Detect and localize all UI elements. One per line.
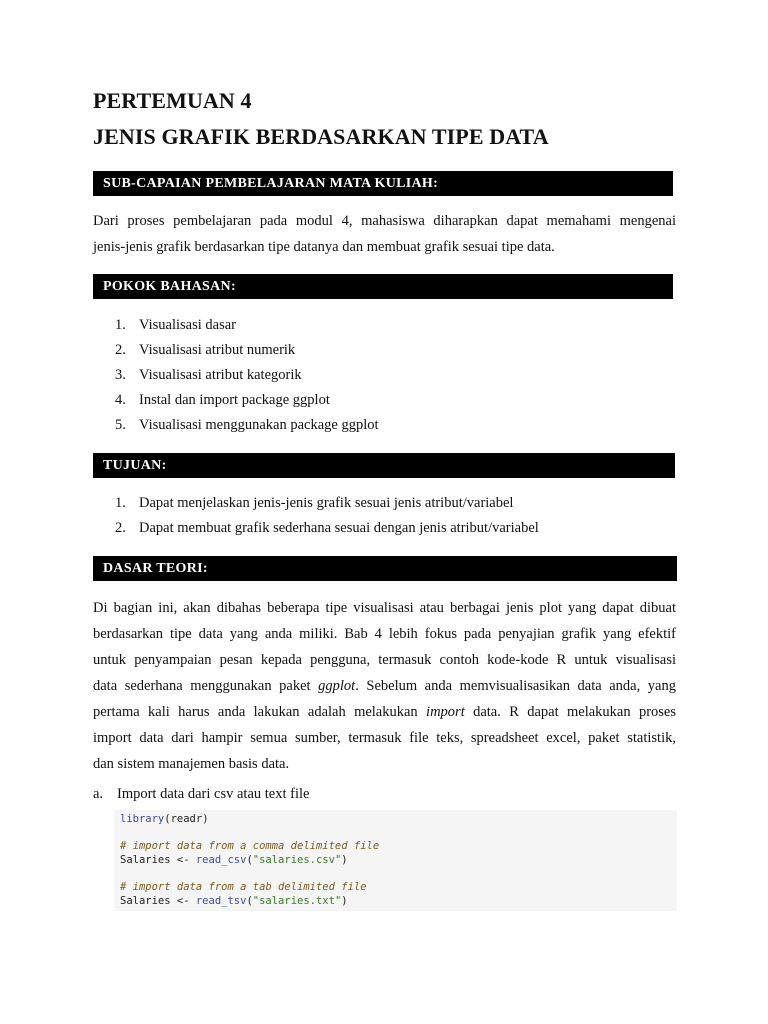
dasar-teori-paragraph — [93, 595, 676, 777]
paragraph-line: jenis-jenis grafik berdasarkan tipe datanya dan membuat grafik sesuai tipe data. — [93, 239, 555, 255]
code-block — [114, 810, 677, 911]
code-line — [120, 840, 677, 854]
list-number: 1. — [115, 495, 126, 511]
section-heading-sub-capaian: SUB-CAPAIAN PEMBELAJARAN MATA KULIAH: — [93, 171, 673, 196]
list-item-text: Dapat menjelaskan jenis-jenis grafik sesuai jenis atribut/variabel — [139, 495, 514, 511]
page-title-meeting: PERTEMUAN 4 — [93, 88, 252, 113]
list-item — [93, 363, 379, 388]
code-text: ( — [246, 854, 253, 867]
code-line-blank — [120, 868, 677, 882]
code-comment: # import data from a comma delimited file — [120, 840, 380, 853]
paragraph-line — [93, 673, 676, 699]
code-line-blank — [120, 827, 677, 841]
code-function: library — [120, 813, 165, 825]
section-heading-dasar-teori: DASAR TEORI: — [93, 556, 677, 581]
paragraph-line — [93, 699, 676, 725]
paragraph-line: Dari proses pembelajaran pada modul 4, mahasiswa diharapkan dapat memahami mengenai — [93, 213, 676, 229]
code-text: ( — [246, 895, 253, 908]
code-line — [120, 895, 677, 909]
list-item-text: Dapat membuat grafik sederhana sesuai dengan jenis atribut/variabel — [139, 520, 539, 536]
text-run: data sederhana menggunakan paket — [93, 678, 319, 694]
list-item — [93, 388, 379, 413]
code-text: ) — [341, 895, 348, 908]
text-run: pertama kali harus anda lakukan adalah melakukan — [93, 704, 427, 720]
page-title-topic: JENIS GRAFIK BERDASARKAN TIPE DATA — [93, 124, 549, 149]
import-term: import — [426, 704, 465, 720]
list-number: 2. — [115, 520, 126, 536]
ggplot-term: ggplot — [318, 678, 356, 694]
text-run: . Sebelum anda memvisualisasikan data anda, yang — [355, 678, 676, 694]
list-item-text: Visualisasi dasar — [139, 317, 236, 333]
list-number: 5. — [115, 417, 126, 433]
list-number: 4. — [115, 392, 126, 408]
sub-capaian-paragraph — [93, 208, 676, 260]
code-text: Salaries <- — [120, 854, 196, 867]
code-comment: # import data from a tab delimited file — [120, 881, 367, 894]
code-function: read_tsv — [195, 895, 247, 908]
paragraph-line: import data dari hampir semua sumber, termasuk file teks, spreadsheet excel, paket statistik, — [93, 730, 676, 746]
list-item-text: Instal dan import package ggplot — [139, 392, 330, 408]
list-item-text: Visualisasi atribut numerik — [139, 342, 296, 358]
subheading-text: Import data dari csv atau text file — [117, 786, 310, 802]
pokok-bahasan-list — [93, 313, 379, 438]
subheading-letter: a. — [93, 786, 104, 802]
list-item — [93, 313, 379, 338]
section-heading-pokok-bahasan: POKOK BAHASAN: — [93, 274, 673, 299]
code-line — [120, 813, 677, 827]
code-text: Salaries <- — [120, 895, 196, 908]
import-subheading — [93, 784, 309, 804]
code-text: ) — [341, 854, 348, 867]
paragraph-line: berdasarkan tipe data yang anda miliki. Bab 4 lebih fokus pada penyajian grafik yang efektif — [93, 626, 676, 642]
code-function: read_csv — [195, 854, 247, 867]
code-text: (readr) — [164, 813, 209, 825]
tujuan-list — [93, 491, 539, 541]
paragraph-line: Di bagian ini, akan dibahas beberapa tipe visualisasi atau berbagai jenis plot yang dapat dibuat — [93, 600, 676, 616]
list-item-text: Visualisasi atribut kategorik — [139, 367, 302, 383]
list-item — [93, 491, 539, 516]
list-number: 2. — [115, 342, 126, 358]
text-run: data. R dapat melakukan proses — [464, 704, 676, 720]
paragraph-line: dan sistem manajemen basis data. — [93, 756, 290, 772]
code-string: "salaries.csv" — [252, 854, 342, 867]
list-number: 3. — [115, 367, 126, 383]
list-item — [93, 516, 539, 541]
list-item — [93, 413, 379, 438]
list-item-text: Visualisasi menggunakan package ggplot — [139, 417, 379, 433]
section-heading-tujuan: TUJUAN: — [93, 453, 675, 478]
paragraph-line: untuk penyampaian pesan kepada pengguna, termasuk contoh kode-kode R untuk visualisasi — [93, 652, 676, 668]
code-string: "salaries.txt" — [252, 895, 342, 908]
list-number: 1. — [115, 317, 126, 333]
list-item — [93, 338, 379, 363]
code-line — [120, 854, 677, 868]
code-line — [120, 881, 677, 895]
